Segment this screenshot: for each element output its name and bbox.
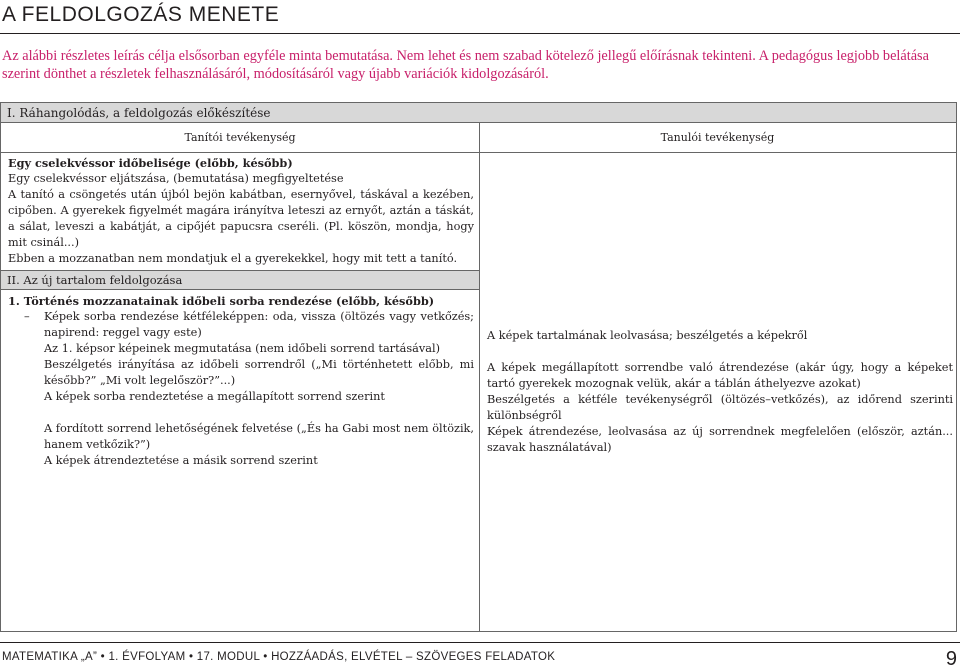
- teacher-section1-body: [8, 155, 474, 267]
- footer-text: MATEMATIKA „A” • 1. ÉVFOLYAM • 17. MODUL • HOZZÁADÁS, ELVÉTEL – SZÖVEGES FELADATOK: [2, 651, 556, 663]
- teacher-section2-body: [8, 293, 474, 469]
- intro-paragraph: Az alábbi részletes leírás célja elsősorban egyféle minta bemutatása. Nem lehet és nem szabad kötelező jellegű előírásnak tekinteni. A pedagógus legjobb belátása szerint dönthet a részletek felhasználásáról, módosításáról vagy újabb variációk kidolgozásáról.: [2, 48, 929, 82]
- section-heading-preparation: I. Ráhangolódás, a feldolgozás előkészítése: [0, 102, 957, 123]
- activity-line: Ebben a mozzanatban nem mondatjuk el a gyerekekkel, hogy mit tett a tanító.: [8, 252, 458, 265]
- activity-line: Egy cselekvéssor eljátszása, (bemutatása) megfigyeltetése: [8, 172, 344, 185]
- list-item: [8, 309, 474, 341]
- activity-line: A képek átrendeztetése a másik sorrend szerint: [44, 454, 318, 467]
- student-activity: Képek átrendezése, leolvasása az új sorrendnek megfelelően (először, aztán... szavak használatával): [487, 425, 953, 454]
- column-divider: [479, 123, 480, 631]
- student-activity: A képek tartalmának leolvasása; beszélgetés a képekről: [487, 329, 808, 342]
- list-item-text: Képek sorba rendezése kétféleképpen: oda, vissza (öltözés vagy vetkőzés; napirend: reggel vagy este): [44, 310, 474, 339]
- dash-bullet: –: [24, 310, 30, 323]
- section-heading-new-content: II. Az új tartalom feldolgozása: [1, 270, 479, 290]
- title-divider: [0, 33, 960, 34]
- student-line: [487, 328, 953, 344]
- footer-divider: [0, 642, 960, 643]
- student-activity-header: Tanulói tevékenység: [660, 131, 775, 144]
- student-activity: A képek megállapított sorrendbe való átrendezése (akár úgy, hogy a képeket tartó gyerekek mozognak velük, akár a táblán áthelyezve azokat): [487, 361, 953, 390]
- student-activity: Beszélgetés a kétféle tevékenységről (öltözés–vetkőzés), az időrend szerinti különbségről: [487, 393, 953, 422]
- header-row-divider: [1, 152, 956, 153]
- activity-line: Az 1. képsor képeinek megmutatása (nem időbeli sorrend tartásával): [44, 342, 441, 355]
- activity-line: A fordított sorrend lehetőségének felvetése („És ha Gabi most nem öltözik, hanem vetkőzik?”): [44, 422, 474, 451]
- activity-table: [0, 122, 957, 632]
- activity-heading: Egy cselekvéssor időbelisége (előbb, később): [8, 156, 293, 170]
- activity-line: Beszélgetés irányítása az időbeli sorrendről („Mi történhetett előbb, mi később?” „Mi volt legelőször?”...): [44, 358, 474, 387]
- page-number: 9: [945, 648, 957, 670]
- teacher-activity-header: Tanítói tevékenység: [184, 131, 296, 144]
- activity-line: A képek sorba rendeztetése a megállapított sorrend szerint: [44, 390, 385, 403]
- student-lines: [487, 360, 953, 456]
- activity-paragraph: A tanító a csöngetés után újból bejön kabátban, esernyővel, táskával a kezében, cipőben. A gyerekek figyelmét magára irányítva leteszi az ernyőt, aztán a táskát, a sálat, leveszi a kabátját, a cipőjét papucsra cseréli. (Pl. köszön, mondja, hogy mit csinál...): [8, 188, 474, 249]
- page-title: A FELDOLGOZÁS MENETE: [2, 3, 280, 26]
- task-heading: 1. Történés mozzanatainak időbeli sorba rendezése (előbb, később): [8, 294, 435, 308]
